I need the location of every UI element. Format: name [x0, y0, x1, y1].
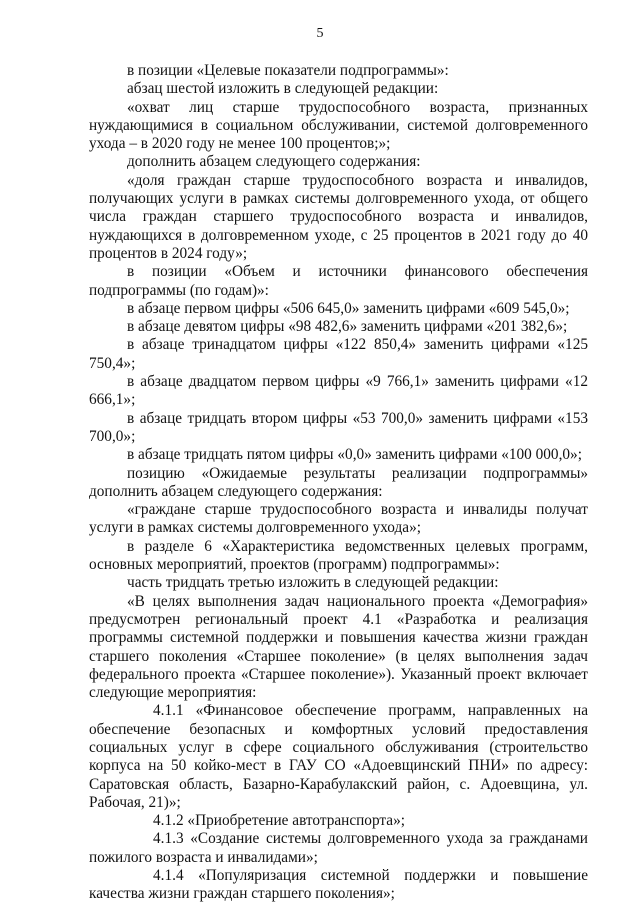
paragraph: в абзаце первом цифры «506 645,0» заменить цифрами «609 545,0»;: [127, 299, 570, 317]
paragraph: в абзаце тридцать пятом цифры «0,0» заменить цифрами «100 000,0»;: [127, 446, 582, 464]
paragraph: часть тридцать третью изложить в следующей редакции:: [127, 574, 499, 592]
paragraph: в разделе 6 «Характеристика ведомственных целевых программ, основных мероприятий, проектов (программ) подпрограммы»:: [89, 537, 588, 574]
paragraph: «охват лиц старше трудоспособного возраста, признанных нуждающимися в социальном обслуживании, системой долговременного ухода – в 2020 году не менее 100 процентов;»;: [89, 98, 588, 153]
paragraph: в позиции «Объем и источники финансового обеспечения подпрограммы (по годам)»:: [89, 263, 588, 299]
paragraph: в абзаце двадцатом первом цифры «9 766,1» заменить цифрами «12 666,1»;: [89, 373, 588, 409]
paragraph: в абзаце девятом цифры «98 482,6» заменить цифрами «201 382,6»;: [127, 318, 568, 336]
page-number: 5: [316, 26, 324, 41]
list-item: 4.1.4 «Популяризация системной поддержки и повышение качества жизни граждан старшего поколения»;: [89, 867, 588, 903]
paragraph: в абзаце тридцать втором цифры «53 700,0» заменить цифрами «153 700,0»;: [89, 409, 588, 445]
list-item: 4.1.3 «Создание системы долговременного ухода за гражданами пожилого возраста и инвалидами»;: [89, 830, 588, 866]
paragraph: «граждане старше трудоспособного возраста и инвалиды получат услуги в рамках системы долговременного ухода»;: [89, 501, 588, 537]
document-body: [89, 62, 588, 904]
paragraph: дополнить абзацем следующего содержания:: [127, 153, 421, 171]
list-item: 4.1.2 «Приобретение автотранспорта»;: [153, 812, 405, 830]
list-item: 4.1.1 «Финансовое обеспечение программ, направленных на обеспечение безопасных и комфортных условий предоставления социальных услуг в сфере социального обслуживания (строительство корпуса на 50 койко-мест в ГАУ СО «Адоевщинский ПНИ» по адресу: Саратовская область, Базарно-Карабулакский район, с. Адоевщина, ул. Рабочая, 21)»;: [89, 702, 588, 811]
paragraph: абзац шестой изложить в следующей редакции:: [127, 80, 439, 98]
paragraph: в позиции «Целевые показатели подпрограммы»:: [127, 62, 449, 79]
paragraph: «В целях выполнения задач национального проекта «Демография» предусмотрен региональный проект 4.1 «Разработка и реализация программы системной поддержки и повышения качества жизни граждан старшего поколения «Старшее поколение» (в целях выполнения задач федерального проекта «Старшее поколение»). Указанный проект включает следующие мероприятия:: [89, 592, 588, 702]
paragraph: позицию «Ожидаемые результаты реализации подпрограммы» дополнить абзацем следующего содержания:: [89, 464, 588, 500]
paragraph: в абзаце тринадцатом цифры «122 850,4» заменить цифрами «125 750,4»;: [89, 336, 588, 372]
paragraph: «доля граждан старше трудоспособного возраста и инвалидов, получающих услуги в рамках системы долговременного ухода, от общего числа граждан старшего трудоспособного возраста и инвалидов, нуждающихся в долговременном уходе, с 25 процентов в 2021 году до 40 процентов в 2024 году»;: [89, 171, 588, 262]
